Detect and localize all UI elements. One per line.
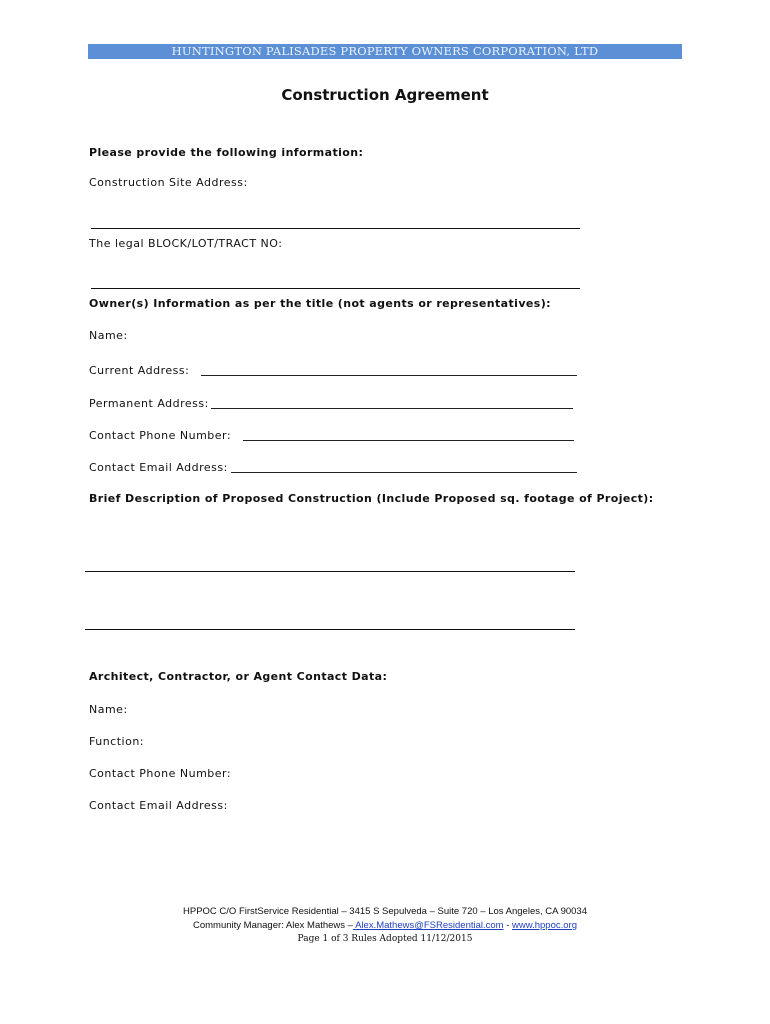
page-info: Page 1 of 3 Rules Adopted 11/12/2015 [297,934,473,944]
website-link[interactable]: www.hppoc.org [512,920,577,931]
footer-address: HPPOC C/O FirstService Residential – 3415 S Sepulveda – Suite 720 – Los Angeles, CA 90034 [183,906,587,917]
description-line-2[interactable] [85,629,575,630]
footer-manager [0,920,770,931]
owner-phone-label: Contact Phone Number: [89,429,232,442]
page-title: Construction Agreement [281,86,489,104]
current-address-label: Current Address: [89,364,190,377]
org-name: HUNTINGTON PALISADES PROPERTY OWNERS CORPORATION, LTD [171,44,599,58]
architect-heading: Architect, Contractor, or Agent Contact Data: [89,670,388,683]
architect-email-label: Contact Email Address: [89,799,228,812]
current-address-field[interactable] [201,375,577,376]
site-address-line[interactable] [91,228,580,229]
intro-heading: Please provide the following information: [89,146,364,159]
legal-block-line[interactable] [91,288,580,289]
manager-text: Community Manager: Alex Mathews – [192,920,353,931]
permanent-address-label: Permanent Address: [89,397,209,410]
manager-email-link[interactable]: Alex.Mathews@FSResidential.com [352,920,504,931]
owner-email-label: Contact Email Address: [89,461,228,474]
owner-name-label: Name: [89,329,128,342]
architect-phone-label: Contact Phone Number: [89,767,232,780]
architect-function-label: Function: [89,735,144,748]
architect-name-label: Name: [89,703,128,716]
header-bar [88,44,682,59]
description-line-1[interactable] [85,571,575,572]
site-address-label: Construction Site Address: [89,176,248,189]
owner-heading: Owner(s) Information as per the title (not agents or representatives): [89,297,551,310]
permanent-address-field[interactable] [211,408,573,409]
footer-separator: - [503,920,513,931]
description-heading: Brief Description of Proposed Construction (Include Proposed sq. footage of Project): [89,492,654,505]
legal-block-label: The legal BLOCK/LOT/TRACT NO: [89,237,283,250]
owner-email-field[interactable] [231,472,577,473]
owner-phone-field[interactable] [243,440,574,441]
